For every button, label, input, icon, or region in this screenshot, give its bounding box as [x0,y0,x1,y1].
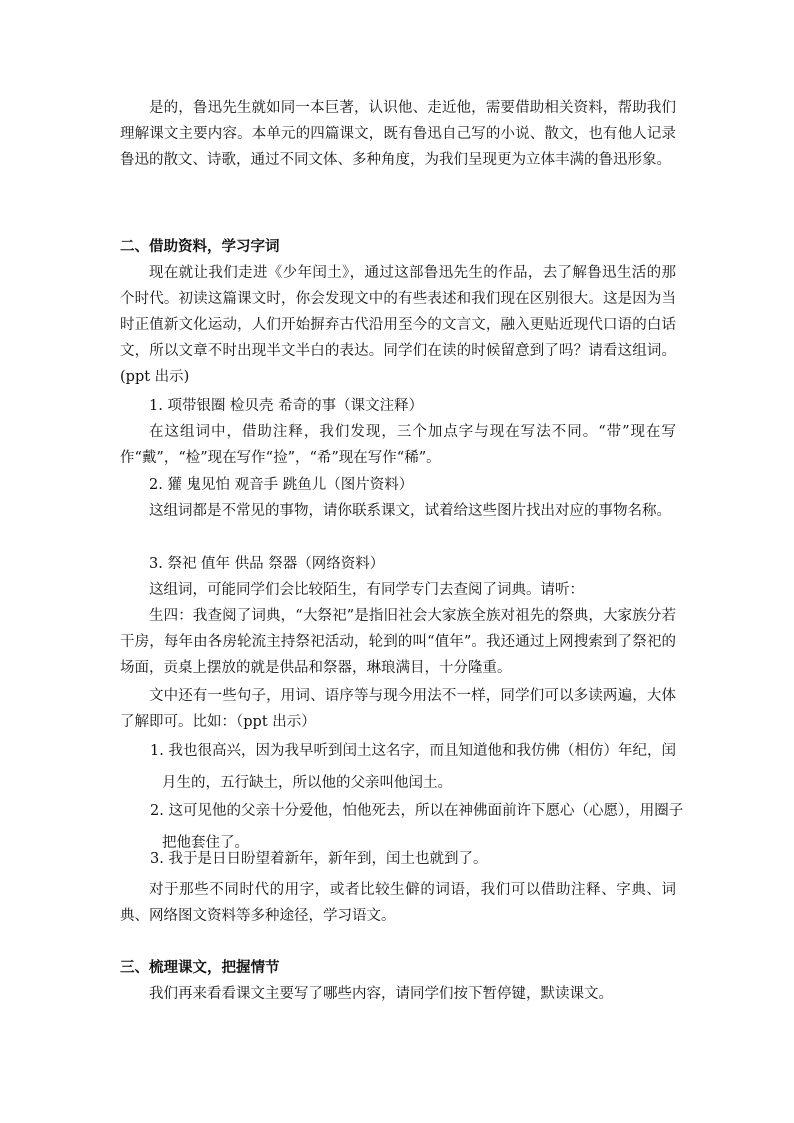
paragraph-reading-task: 我们再来看看课文主要写了哪些内容，请同学们按下暂停键，默读课文。 [149,986,613,1002]
example-sentence-1: 1. 我也很高兴，因为我早听到闰土这名字，而且知道他和我仿佛（相仿）年纪，闰月生的，五行缺土，所以他的父亲叫他闰土。 [150,743,676,791]
example-sentence-2: 2. 这可见他的父亲十分爱他，怕他死去，所以在神佛面前许下愿心（心愿），用圈子把他套住了。 [150,803,684,851]
paragraph-intro: 是的，鲁迅先生就如同一本巨著，认识他、走近他，需要借助相关资料，帮助我们理解课文主要内容。本单元的四篇课文，既有鲁迅自己写的小说、散文，也有他人记录鲁迅的散文、诗歌，通过不同文体、多种角度，为我们呈现更为立体丰满的鲁迅形象。 [120,100,676,168]
paragraph-group-3-note: 这组词，可能同学们会比较陌生，有同学专门去查阅了词典。请听： [149,582,584,598]
word-group-3: 3. 祭祀 值年 供品 祭器（网络资料） [149,556,385,572]
section-heading-2: 二、借助资料，学习字词 [120,239,280,255]
paragraph-group-2-note: 这组词都是不常见的事物，请你联系课文，试着给这些图片找出对应的事物名称。 [149,503,671,519]
paragraph-summary: 对于那些不同时代的用字，或者比较生僻的词语，我们可以借助注释、字典、词典、网络图文资料等多种途径，学习语文。 [120,882,676,924]
section-heading-3: 三、梳理课文，把握情节 [120,960,280,976]
word-group-2: 2. 獾 鬼见怕 观音手 跳鱼儿（图片资料） [149,477,414,493]
paragraph-sentences-intro: 文中还有一些句子，用词、语序等与现今用法不一样，同学们可以多读两遍，大体了解即可。比如：（ppt 出示） [120,688,676,730]
word-group-1: 1. 项带银圈 检贝壳 希奇的事（课文注释） [149,398,424,414]
example-sentence-3: 3. 我于是日日盼望着新年，新年到，闰土也就到了。 [150,851,488,867]
paragraph-group-1-note: 在这组词中，借助注释，我们发现，三个加点字与现在写法不同。“带”现在写作“戴”，“检”现在写作“捡”，“希”现在写作“稀”。 [120,424,676,466]
paragraph-student-answer: 生四：我查阅了词典，“大祭祀”是指旧社会大家族全族对祖先的祭典，大家族分若干房，每年由各房轮流主持祭祀活动，轮到的叫“值年”。我还通过上网搜索到了祭祀的场面，贡桌上摆放的就是供品和祭器，琳琅满目，十分隆重。 [120,608,676,676]
paragraph-context: 现在就让我们走进《少年闰土》，通过这部鲁迅先生的作品，去了解鲁迅生活的那个时代。初读这篇课文时，你会发现文中的有些表述和我们现在区别很大。这是因为当时正值新文化运动，人们开始摒弃古代沿用至今的文言文，融入更贴近现代口语的白话文，所以文章不时出现半文半白的表达。同学们在读的时候留意到了吗？请看这组词。(ppt 出示) [120,265,676,385]
